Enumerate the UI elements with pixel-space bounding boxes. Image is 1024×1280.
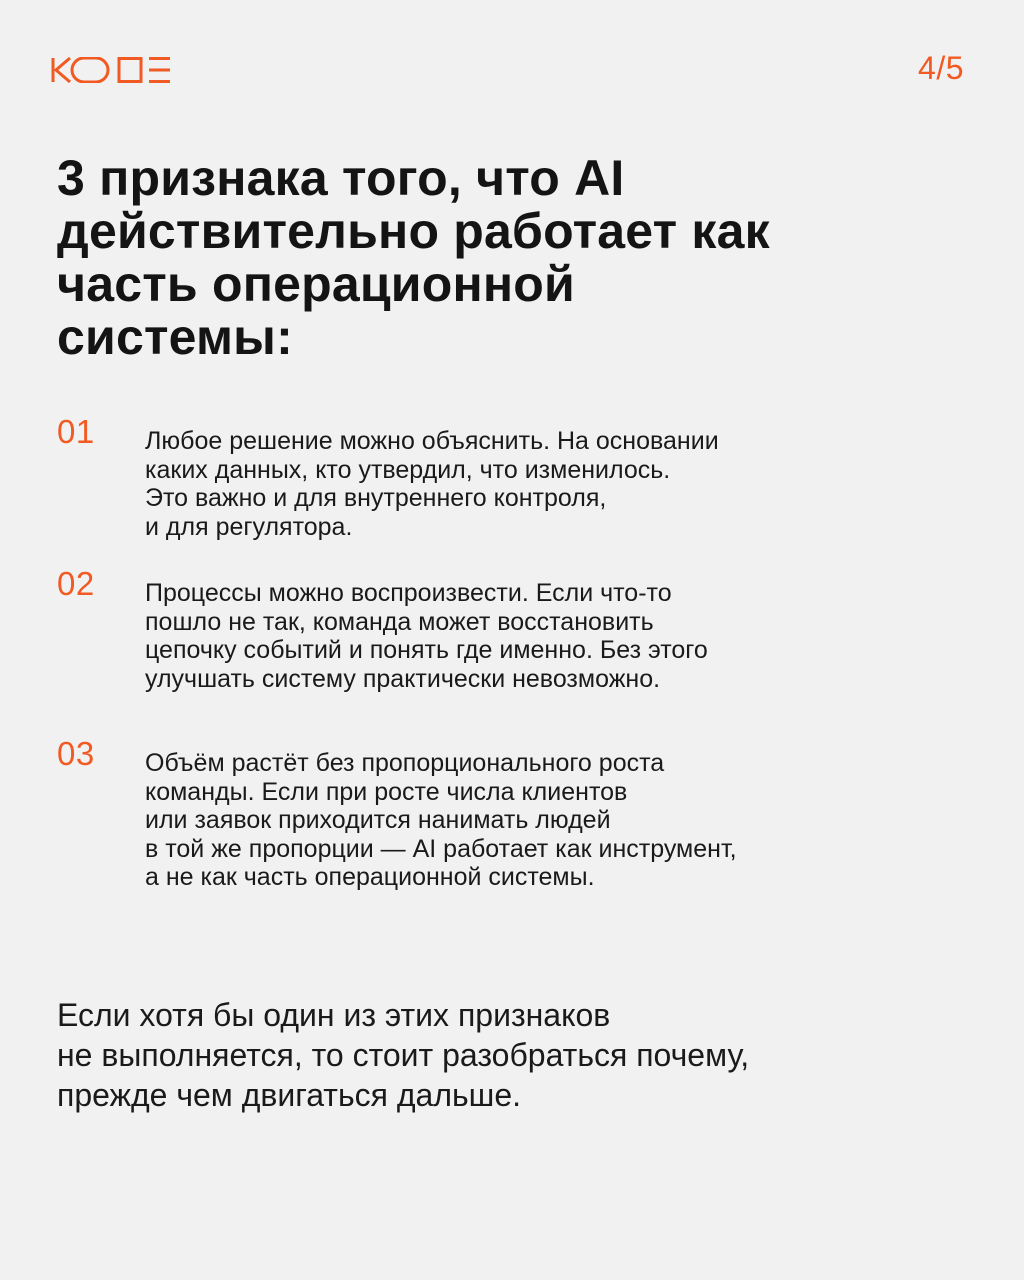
page-title: 3 признака того, что AI действительно работает как часть операционной системы: <box>57 150 770 365</box>
point-number: 01 <box>57 413 95 450</box>
point-number: 03 <box>57 735 95 772</box>
point-text: Любое решение можно объяснить. На основании каких данных, кто утвердил, что изменилось. Это важно и для внутреннего контроля, и для регулятора. <box>145 427 719 541</box>
page-counter: 4/5 <box>918 50 964 86</box>
conclusion-text: Если хотя бы один из этих признаков не выполняется, то стоит разобраться почему, прежде чем двигаться дальше. <box>57 997 750 1113</box>
point-text: Объём растёт без пропорционального роста команды. Если при росте числа клиентов или заявок приходится нанимать людей в той же пропорции — AI работает как инструмент, а не как часть операционной системы. <box>145 749 737 891</box>
point-number: 02 <box>57 565 95 602</box>
brand-logo <box>51 57 171 83</box>
point-text: Процессы можно воспроизвести. Если что-то пошло не так, команда может восстановить цепочку событий и понять где именно. Без этого улучшать систему практически невозможно. <box>145 579 708 693</box>
